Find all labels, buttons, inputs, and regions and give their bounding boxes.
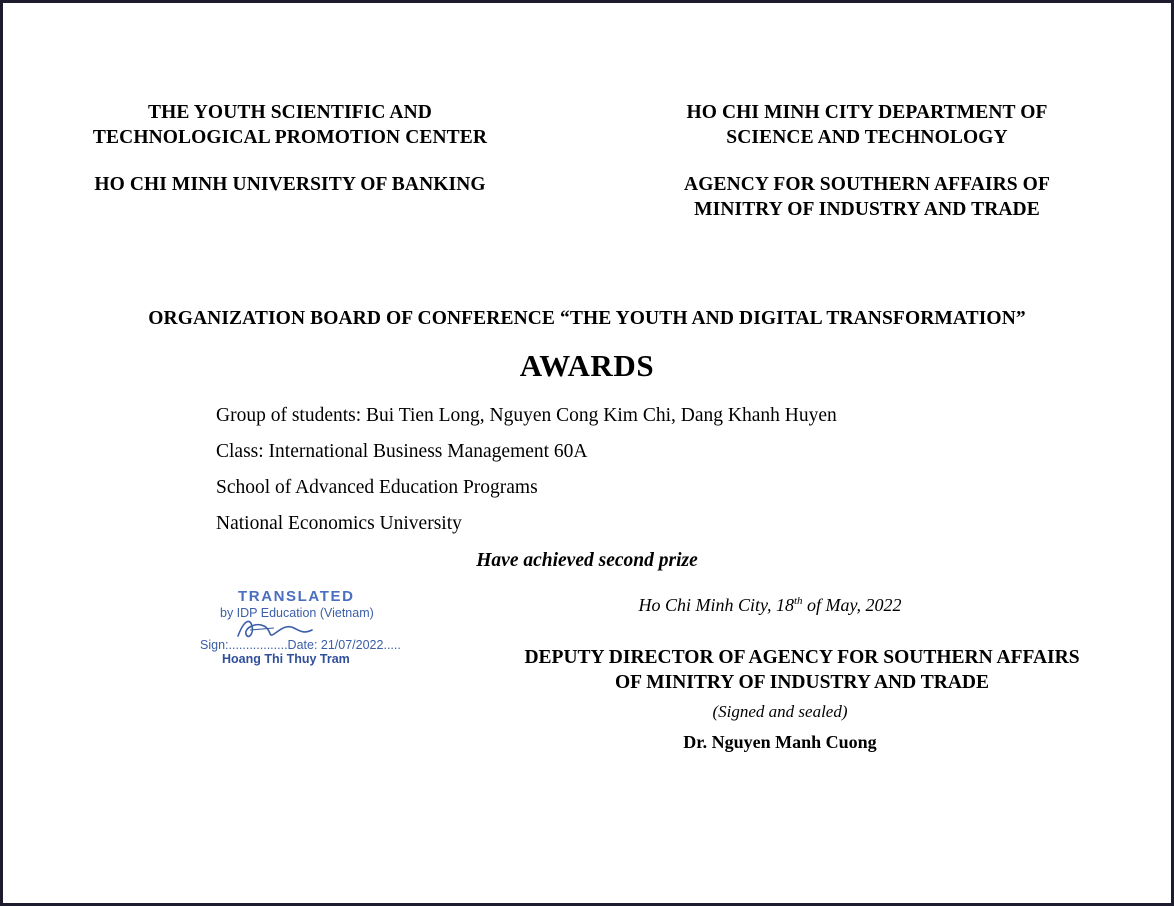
stamp-date: Date: 21/07/2022: [287, 638, 384, 652]
page-border-top: [0, 0, 1174, 3]
recipient-university: National Economics University: [216, 513, 462, 534]
header-left-line-1: THE YOUTH SCIENTIFIC AND: [148, 102, 432, 123]
place-date-ordinal: th: [793, 595, 803, 607]
stamp-sign-line: [200, 638, 401, 652]
header-right-line-1: HO CHI MINH CITY DEPARTMENT OF: [686, 102, 1048, 123]
header-right-column: [560, 100, 1174, 222]
stamp-trailing-dots: .....: [383, 638, 401, 652]
place-date-rest: of May, 2022: [802, 595, 902, 615]
signer-title: [430, 645, 1174, 695]
signer-name: Dr. Nguyen Manh Cuong: [683, 732, 877, 752]
page-title: AWARDS: [519, 348, 655, 383]
stamp-translator-name: Hoang Thi Thuy Tram: [222, 652, 350, 666]
place-and-date: [420, 595, 1120, 616]
header-right-line-3: AGENCY FOR SOUTHERN AFFAIRS OF: [684, 174, 1050, 195]
header-left-line-3: HO CHI MINH UNIVERSITY OF BANKING: [94, 174, 486, 195]
organization-board-line: ORGANIZATION BOARD OF CONFERENCE “THE YOUTH AND DIGITAL TRANSFORMATION”: [148, 308, 1026, 329]
header-right-line-4: MINITRY OF INDUSTRY AND TRADE: [694, 199, 1040, 220]
stamp-subtitle: by IDP Education (Vietnam): [220, 606, 374, 620]
achievement-line: Have achieved second prize: [476, 550, 698, 571]
header-right-line-2: SCIENCE AND TECHNOLOGY: [726, 127, 1008, 148]
place-date-city: Ho Chi Minh City, 18: [638, 595, 794, 615]
header-left-line-2: TECHNOLOGICAL PROMOTION CENTER: [92, 127, 488, 148]
header-left-column: [0, 100, 560, 222]
document-header: [0, 100, 1174, 222]
recipient-class: Class: International Business Management 60A: [216, 441, 588, 462]
recipient-group: Group of students: Bui Tien Long, Nguyen Cong Kim Chi, Dang Khanh Huyen: [216, 405, 837, 426]
stamp-dots: .................: [228, 638, 288, 652]
recipient-details: [216, 398, 1076, 542]
signed-and-sealed-note: (Signed and sealed): [712, 702, 848, 721]
stamp-sign-label: Sign:: [200, 638, 229, 652]
signer-title-line-1: DEPUTY DIRECTOR OF AGENCY FOR SOUTHERN AFFAIRS: [524, 647, 1080, 668]
signer-title-line-2: OF MINITRY OF INDUSTRY AND TRADE: [614, 672, 990, 693]
translation-stamp: [200, 588, 410, 670]
stamp-title: TRANSLATED: [238, 588, 355, 605]
recipient-school: School of Advanced Education Programs: [216, 477, 538, 498]
